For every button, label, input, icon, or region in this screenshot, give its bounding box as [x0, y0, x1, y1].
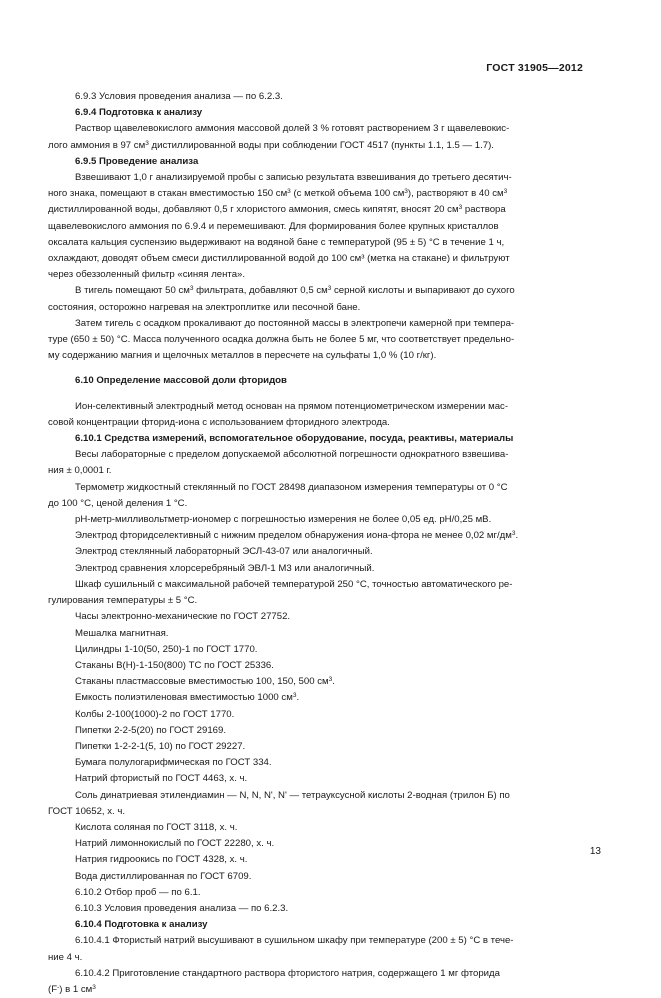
text: фильтрата, добавляют 0,5 см [193, 285, 328, 297]
text: раствора [462, 204, 506, 216]
spacer [48, 364, 584, 373]
list-item: Соль динатриевая этилендиамин — N, N, N', N' — тетрауксусной кислоты 2-водная (трилон Б) по [75, 789, 510, 801]
text: ), растворяют в 40 см [407, 188, 504, 200]
text: серной кислоты и выпаривают до сухого [331, 285, 515, 297]
superscript: 3 [292, 692, 297, 700]
text: дистиллированной воды, добавляют 0,5 г хлористого аммония, смесь кипятят, вносят 20 см [48, 204, 459, 216]
list-item: Стаканы В(Н)-1-150(800) ТС по ГОСТ 25336. [75, 659, 274, 671]
paragraph: Затем тигель с осадком прокаливают до постоянной массы в электропечи камерной при темпера- [75, 317, 515, 329]
paragraph: состояния, осторожно нагревая на электроплитке или песочной бане. [48, 301, 361, 313]
document-body [48, 89, 584, 998]
paragraph: 6.10.4.1 Фтористый натрий высушивают в сушильном шкафу при температуре (200 ± 5) °С в тече- [75, 935, 514, 947]
list-item: Натрий лимоннокислый по ГОСТ 22280, х. ч. [75, 838, 275, 850]
superscript: 3 [328, 676, 333, 684]
text: . [296, 692, 300, 704]
paragraph: Термометр жидкостный стеклянный по ГОСТ 28498 диапазоном измерения температуры от 0 °С [75, 481, 508, 493]
text: ного знака, помещают в стакан вместимостью 150 см [48, 188, 288, 200]
paragraph: оксалата кальция суспензию выдерживают на водяной бане с температурой (95 ± 5) °С в течение 1 ч, [48, 236, 505, 248]
text: Электрод фторидселективный с нижним пределом обнаружения иона-фтора не менее 0,02 мг/дм [75, 530, 512, 542]
section-heading: 6.10.1 Средства измерений, вспомогательное оборудование, посуда, реактивы, материалы [75, 433, 514, 445]
list-item: Колбы 2-100(1000)-2 по ГОСТ 1770. [75, 708, 235, 720]
spacer [48, 390, 584, 399]
list-item: Вода дистиллированная по ГОСТ 6709. [75, 870, 252, 882]
paragraph: Ион-селективный электродный метод основан на прямом потенциометрическом измерении мас- [75, 400, 509, 412]
list-item: Часы электронно-механические по ГОСТ 27752. [75, 611, 291, 623]
text: лого аммония в 97 см [48, 139, 146, 151]
superscript: 3 [458, 204, 463, 212]
section-heading: 6.9.5 Проведение анализа [75, 155, 199, 167]
paragraph: гулирования температуры ± 5 °С. [48, 595, 198, 607]
list-item: Пипетки 2-2-5(20) по ГОСТ 29169. [75, 724, 226, 736]
paragraph: Весы лабораторные с пределом допускаемой абсолютной погрешности однократного взвешива- [75, 449, 509, 461]
text: дистиллированной воды при соблюдении ГОСТ 4517 (пункты 1.1, 1.5 — 1.7). [148, 139, 494, 151]
paragraph [48, 283, 584, 299]
paragraph: рН-метр-милливольтметр-иономер с погрешностью измерения не более 0,05 ед. рН/0,25 мВ. [75, 514, 492, 526]
paragraph [48, 982, 584, 998]
document-code-header: ГОСТ 31905—2012 [486, 62, 583, 74]
paragraph: охлаждают, доводят объем смеси дистиллированной водой до 100 см³ (метка на стакане) и фильтруют [48, 253, 510, 265]
paragraph: 6.10.3 Условия проведения анализа — по 6.2.3. [75, 902, 289, 914]
paragraph: 6.10.4.2 Приготовление стандартного раствора фтористого натрия, содержащего 1 мг фторида [75, 967, 500, 979]
section-heading: 6.10 Определение массовой доли фторидов [75, 375, 287, 387]
list-item [48, 690, 584, 706]
paragraph: совой концентрации фторид-иона с использованием фторидного электрода. [48, 416, 390, 428]
paragraph: Электрод стеклянный лабораторный ЭСЛ-43-07 или аналогичный. [75, 546, 373, 558]
paragraph: туре (650 ± 50) °С. Масса полученного осадка должна быть не более 5 мг, что соответствует предельно- [48, 334, 515, 346]
list-item: Цилиндры 1-10(50, 250)-1 по ГОСТ 1770. [75, 643, 258, 655]
text: (с меткой объема 100 см [290, 188, 405, 200]
paragraph: 6.9.3 Условия проведения анализа — по 6.2.3. [75, 91, 283, 102]
superscript: 3 [503, 188, 508, 196]
superscript: - [57, 983, 60, 991]
paragraph: му содержанию магния и щелочных металлов в пересчете на сульфаты 1,0 % (10 г/кг). [48, 350, 437, 362]
paragraph: ние 4 ч. [48, 951, 83, 963]
paragraph [48, 138, 584, 154]
paragraph: Электрод сравнения хлорсеребряный ЭВЛ-1 М3 или аналогичный. [75, 562, 375, 574]
paragraph: Взвешивают 1,0 г анализируемой пробы с записью результата взвешивания до третьего десятич- [75, 172, 512, 184]
list-item: ГОСТ 10652, х. ч. [48, 805, 126, 817]
text: . [332, 676, 335, 688]
list-item: Пипетки 1-2-2-1(5, 10) по ГОСТ 29227. [75, 740, 246, 752]
page-number: 13 [589, 846, 601, 857]
superscript: 3 [92, 983, 96, 991]
superscript: 3 [145, 139, 149, 147]
paragraph: Шкаф сушильный с максимальной рабочей температурой 250 °С, точностью автоматического ре- [75, 578, 513, 590]
text: . [515, 530, 519, 542]
list-item: Мешалка магнитная. [75, 627, 169, 639]
text: Емкость полиэтиленовая вместимостью 1000 см [75, 692, 293, 704]
text: Стаканы пластмассовые вместимостью 100, 150, 500 см [75, 676, 329, 688]
superscript: 3 [511, 530, 516, 538]
superscript: 3 [404, 188, 408, 196]
section-heading: 6.10.4 Подготовка к анализу [75, 919, 208, 931]
text: В тигель помещают 50 см [75, 285, 190, 297]
superscript: 3 [189, 285, 194, 293]
paragraph [48, 202, 584, 218]
paragraph [48, 186, 584, 202]
paragraph: Раствор щавелевокислого аммония массовой долей 3 % готовят растворением 3 г щавелевокис- [75, 123, 510, 135]
paragraph [48, 528, 584, 544]
list-item [48, 674, 584, 690]
paragraph: через обеззоленный фильтр «синяя лента». [48, 269, 246, 281]
paragraph: до 100 °С, ценой деления 1 °С. [48, 497, 188, 509]
list-item: Натрий фтористый по ГОСТ 4463, х. ч. [75, 773, 248, 785]
list-item: Кислота соляная по ГОСТ 3118, х. ч. [75, 821, 238, 833]
paragraph: 6.10.2 Отбор проб — по 6.1. [75, 886, 201, 898]
list-item: Натрия гидроокись по ГОСТ 4328, х. ч. [75, 854, 248, 866]
paragraph: ния ± 0,0001 г. [48, 465, 112, 477]
section-heading: 6.9.4 Подготовка к анализу [75, 107, 203, 119]
text: (F [48, 983, 58, 995]
superscript: 3 [327, 285, 332, 293]
text: ) в 1 см [59, 983, 93, 995]
list-item: Бумага полулогарифмическая по ГОСТ 334. [75, 757, 272, 769]
superscript: 3 [287, 188, 291, 196]
paragraph: щавелевокислого аммония по 6.9.4 и перемешивают. Для формирования более крупных кристаллов [48, 220, 499, 232]
